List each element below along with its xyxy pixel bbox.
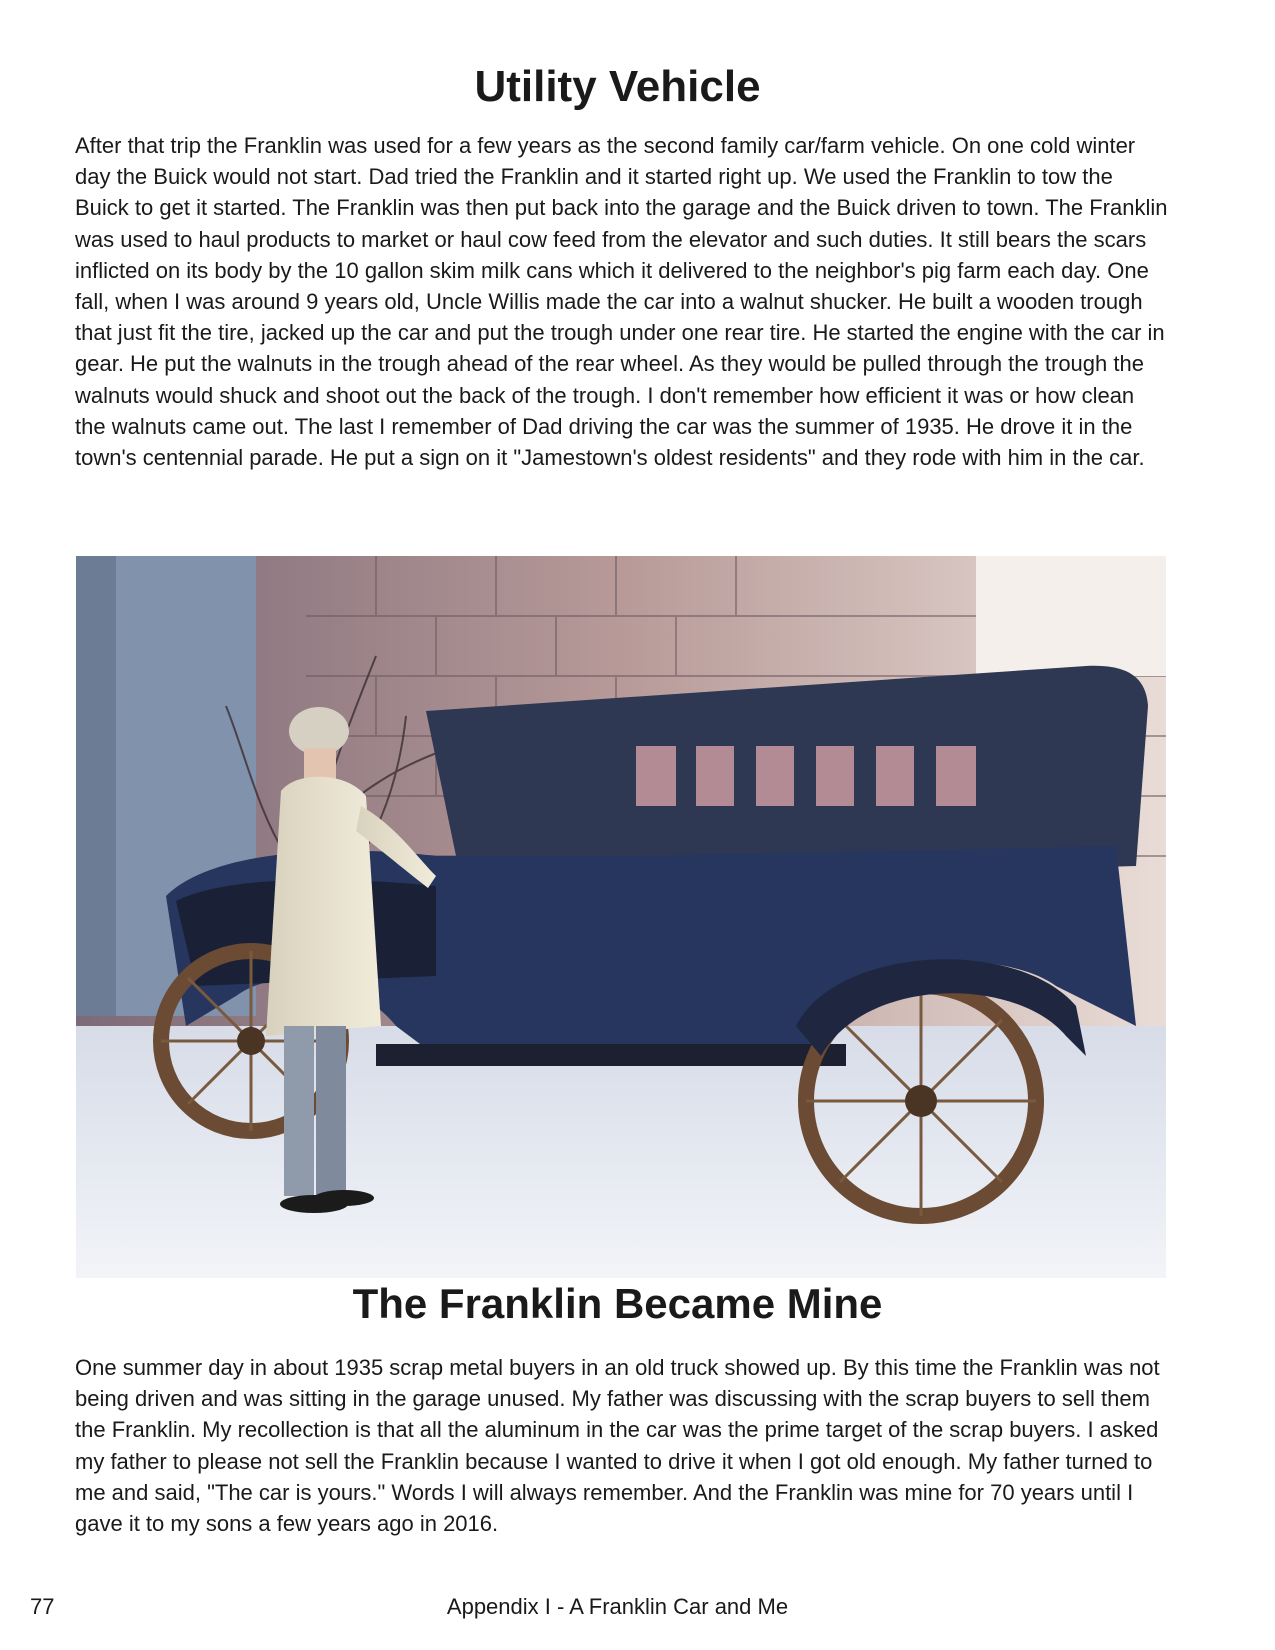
page-number: 77 xyxy=(30,1594,55,1619)
section-title-utility-vehicle: Utility Vehicle xyxy=(474,62,761,111)
photo-franklin-car-in-snow xyxy=(76,556,1166,1278)
section-body-franklin-became-mine: One summer day in about 1935 scrap metal buyers in an old truck showed up. By this time the Franklin was not being driven and was sitting in the garage unused. My father was discussing with the scrap buyers to sell them the Franklin. My recollection is that all the aluminum in the car was the prime target of the scrap buyers. I asked my father to please not sell the Franklin because I wanted to drive it when I got old enough. My father turned to me and said, "The car is yours." Words I will always remember. And the Franklin was mine for 70 years until I gave it to my sons a few years ago in 2016. xyxy=(75,1355,1160,1537)
footer-title: Appendix I - A Franklin Car and Me xyxy=(446,1594,789,1619)
section-body-utility-vehicle: After that trip the Franklin was used for a few years as the second family car/farm vehicle. On one cold winter day the Buick would not start. Dad tried the Franklin and it started right up. We used the Franklin to tow the Buick to get it started. The Franklin was then put back into the garage and the Buick driven to town. The Franklin was used to haul products to market or haul cow feed from the elevator and such duties. It still bears the scars inflicted on its body by the 10 gallon skim milk cans which it delivered to the neighbor's pig farm each day. One fall, when I was around 9 years old, Uncle Willis made the car into a walnut shucker. He built a wooden trough that just fit the tire, jacked up the car and put the trough under one rear tire. He started the engine with the car in gear. He put the walnuts in the trough ahead of the rear wheel. As they would be pulled through the trough the walnuts would shuck and shoot out the back of the trough. I don't remember how efficient it was or how clean the walnuts came out. The last I remember of Dad driving the car was the summer of 1935. He drove it in the town's centennial parade. He put a sign on it "Jamestown's oldest residents" and they rode with him in the car. xyxy=(75,133,1168,471)
section-title-franklin-became-mine: The Franklin Became Mine xyxy=(352,1280,883,1327)
